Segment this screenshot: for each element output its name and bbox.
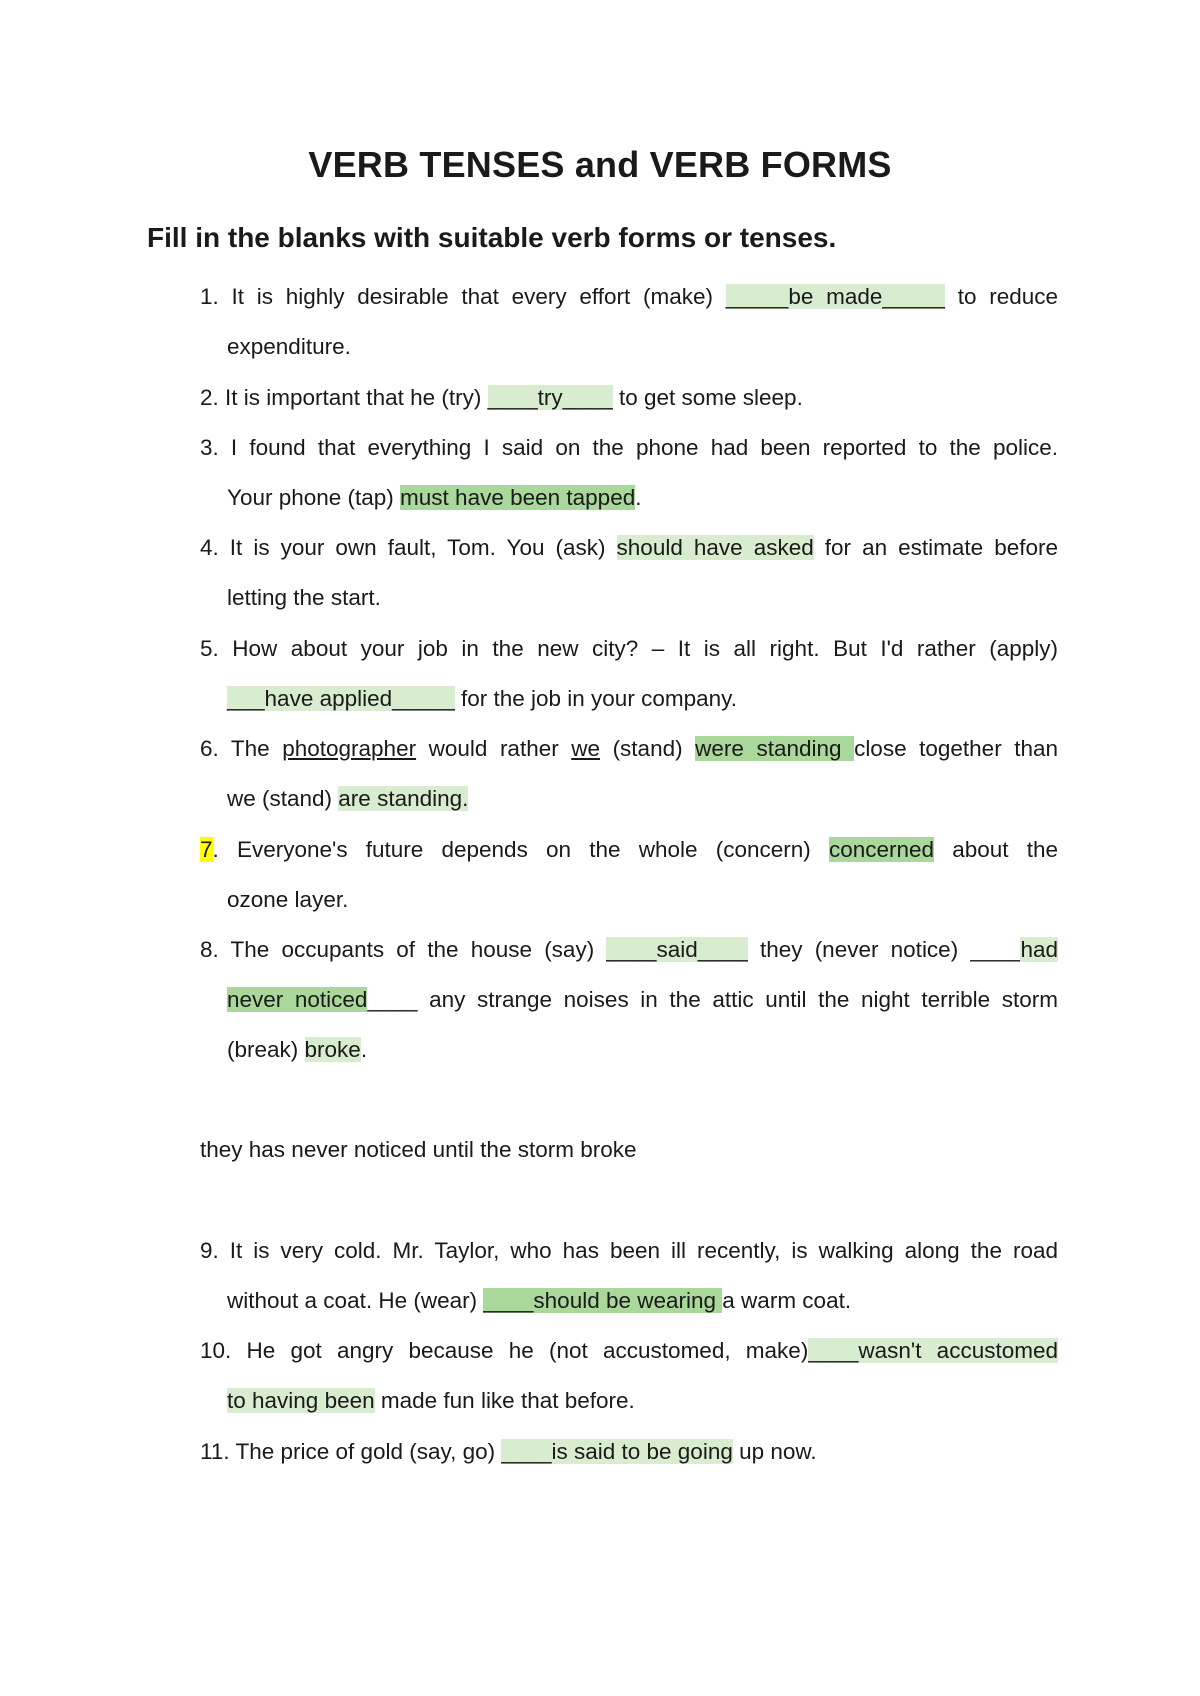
- item-text: (break): [227, 1037, 305, 1062]
- item-9-line-2: [200, 1276, 1058, 1326]
- item-text: a warm coat.: [722, 1288, 852, 1313]
- item-number: 4.: [200, 535, 219, 560]
- exercise-item-5: [200, 624, 1058, 724]
- item-text: He got angry because he (not accustomed, make): [231, 1338, 809, 1363]
- item-3-line-2: [200, 473, 1058, 523]
- item-text: made fun like that before.: [374, 1388, 635, 1413]
- item-4-line-1: [200, 523, 1058, 573]
- item-7-line-2: ozone layer.: [227, 887, 349, 912]
- item-7-line-1: [200, 825, 1058, 875]
- underlined-word: we: [571, 736, 601, 761]
- answer-highlight: must have been tapped: [400, 485, 636, 510]
- item-number: 1.: [200, 284, 219, 309]
- item-text: It is very cold. Mr. Taylor, who has been ill recently, is walking along the road: [218, 1238, 1058, 1263]
- item-number: 8.: [200, 937, 219, 962]
- item-5-line-1: [200, 624, 1058, 674]
- item-8-line-2: [200, 975, 1058, 1025]
- item-1-line-2: expenditure.: [227, 334, 351, 359]
- item-text: we (stand): [227, 786, 339, 811]
- item-number: 10.: [200, 1338, 232, 1363]
- item-text: .: [360, 1037, 368, 1062]
- item-text: The occupants of the house (say): [218, 937, 607, 962]
- exercise-item-11: [200, 1427, 1058, 1477]
- item-text: Your phone (tap): [227, 485, 401, 510]
- exercise-item-7: [200, 825, 1058, 925]
- item-text: The price of gold (say, go): [229, 1439, 502, 1464]
- item-text: to reduce: [944, 284, 1059, 309]
- item-6-line-2: [200, 774, 1058, 824]
- answer-highlight: ____is said to be going: [501, 1439, 733, 1464]
- exercise-item-3: [200, 423, 1058, 523]
- page-title: VERB TENSES and VERB FORMS: [308, 144, 892, 185]
- item-11-line-1: [200, 1427, 1058, 1477]
- item-number: 3.: [200, 435, 219, 460]
- exercise-item-10: [200, 1326, 1058, 1426]
- item-text: It is highly desirable that every effort (make): [218, 284, 726, 309]
- item-number: 5.: [200, 636, 219, 661]
- item-text: they (never notice) ____: [747, 937, 1021, 962]
- item-number: 6.: [200, 736, 219, 761]
- item-text: It is your own fault, Tom. You (ask): [218, 535, 617, 560]
- item-text: would rather: [416, 736, 572, 761]
- item-9-line-1: [200, 1226, 1058, 1276]
- item-text: up now.: [732, 1439, 817, 1464]
- item-text: I found that everything I said on the phone had been reported to the police.: [218, 435, 1058, 460]
- item-number: 11.: [200, 1439, 230, 1464]
- item-8-line-1: [200, 925, 1058, 975]
- answer-highlight: ____said____: [606, 937, 748, 962]
- item-text: for an estimate before: [813, 535, 1058, 560]
- answer-highlight: ____wasn't accustomed: [808, 1338, 1058, 1363]
- exercise-item-1: [200, 272, 1058, 372]
- item-number: 2.: [200, 385, 219, 410]
- instruction-heading: Fill in the blanks with suitable verb forms or tenses.: [147, 222, 837, 253]
- item-10-line-1: [200, 1326, 1058, 1376]
- item-8-line-3: [200, 1025, 1058, 1075]
- item-number: 9.: [200, 1238, 219, 1263]
- item-6-line-1: [200, 724, 1058, 774]
- item-4-line-2: letting the start.: [227, 585, 381, 610]
- handwritten-note-line: they has never noticed until the storm broke: [200, 1137, 637, 1162]
- answer-highlight: had: [1020, 937, 1058, 962]
- answer-highlight: never noticed: [227, 987, 368, 1012]
- item-text: for the job in your company.: [454, 686, 737, 711]
- answer-highlight: ___have applied_____: [227, 686, 455, 711]
- answer-highlight: ____try____: [487, 385, 613, 410]
- item-number-highlighted: 7: [200, 837, 213, 862]
- item-text: It is important that he (try): [218, 385, 488, 410]
- answer-highlight: to having been: [227, 1388, 375, 1413]
- answer-highlight: concerned: [828, 837, 935, 862]
- item-text: The: [218, 736, 283, 761]
- item-1-line-1: [200, 272, 1058, 322]
- item-5-line-2: [200, 674, 1058, 724]
- item-text: .: [635, 485, 642, 510]
- exercise-item-4: [200, 523, 1058, 623]
- item-text: ____ any strange noises in the attic until the night terrible storm: [367, 987, 1058, 1012]
- exercise-item-9: [200, 1226, 1058, 1326]
- answer-highlight: broke: [304, 1037, 361, 1062]
- item-2-line-1: [200, 373, 1058, 423]
- exercise-item-2: [200, 373, 1058, 423]
- item-text: to get some sleep.: [612, 385, 803, 410]
- answer-highlight: ____should be wearing: [483, 1288, 723, 1313]
- answer-highlight: were standing: [695, 736, 855, 761]
- item-3-line-1: [200, 423, 1058, 473]
- underlined-word: photographer: [282, 736, 417, 761]
- item-text: about the: [934, 837, 1058, 862]
- item-10-line-2: [200, 1376, 1058, 1426]
- item-text: close together than: [854, 736, 1059, 761]
- item-text: How about your job in the new city? – It is all right. But I'd rather (apply): [218, 636, 1058, 661]
- answer-highlight: _____be made_____: [725, 284, 945, 309]
- answer-highlight: are standing.: [338, 786, 469, 811]
- answer-highlight: should have asked: [616, 535, 814, 560]
- item-text: without a coat. He (wear): [227, 1288, 484, 1313]
- exercise-item-8: [200, 925, 1058, 1075]
- exercise-item-6: [200, 724, 1058, 824]
- item-text: . Everyone's future depends on the whole (concern): [212, 837, 829, 862]
- item-text: (stand): [600, 736, 696, 761]
